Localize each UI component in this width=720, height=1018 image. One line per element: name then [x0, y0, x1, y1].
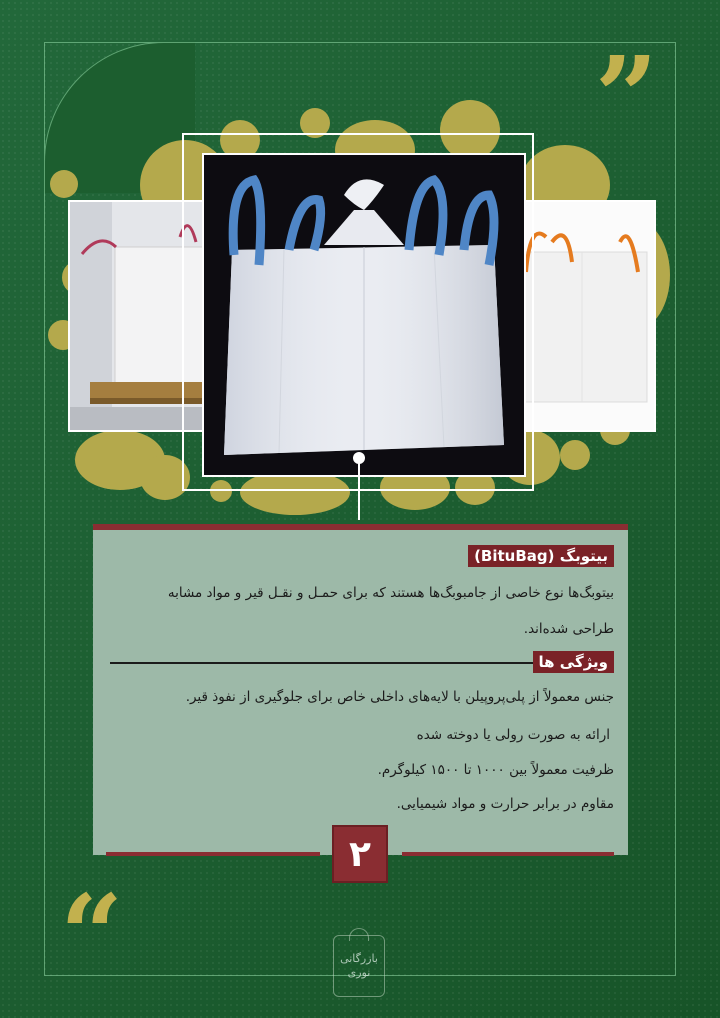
connector-line: [358, 456, 360, 520]
opening-quote-icon: “: [60, 870, 124, 999]
closing-quote-icon: ”: [594, 32, 658, 161]
section-divider: [110, 662, 536, 664]
feature-item: جنس معمولاً از پلی‌پروپیلن با لایه‌های داخلی خاص برای جلوگیری از نفوذ قیر.: [185, 689, 614, 705]
features-title: ویژگی ها: [533, 651, 614, 673]
feature-item: مقاوم در برابر حرارت و مواد شیمیایی.: [396, 796, 614, 812]
feature-item: ظرفیت معمولاً بین ۱۰۰۰ تا ۱۵۰۰ کیلوگرم.: [377, 762, 614, 778]
logo-line-1: بازرگانی: [340, 952, 378, 965]
card-bottom-bar-left: [106, 852, 320, 856]
intro-line-2: طراحی شده‌اند.: [523, 621, 614, 637]
logo-line-2: نوری: [347, 966, 371, 979]
feature-item: ارائه به صورت رولی یا دوخته شده: [416, 727, 610, 743]
bitubag-main-image: [202, 153, 526, 477]
page-number-badge: ۲: [332, 825, 388, 883]
card-title: بیتوبگ (BituBag): [468, 545, 614, 567]
card-bottom-bar-right: [402, 852, 614, 856]
intro-line-1: بیتوبگ‌ها نوع خاصی از جامبوبگ‌ها هستند که برای حمـل و نقـل قیر و مواد مشابه: [167, 585, 614, 601]
connector-dot: [353, 452, 365, 464]
brand-logo: [333, 935, 385, 997]
